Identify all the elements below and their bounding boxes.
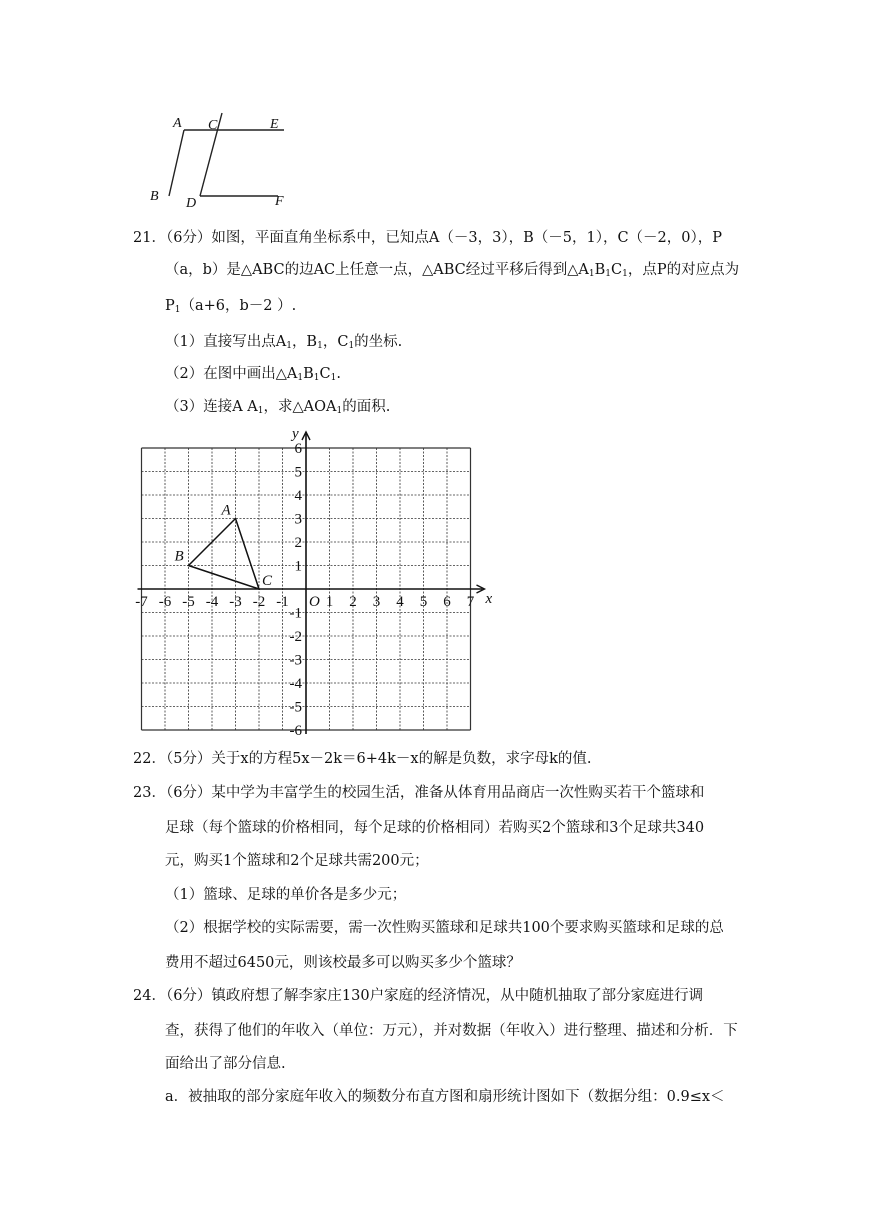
q23-line1: 23．（6分）某中学为丰富学生的校园生活，准备从体育用品商店一次性购买若干个篮球和	[133, 785, 705, 801]
x-tick-label: -6	[158, 594, 172, 610]
vertex-label-b: B	[174, 548, 184, 565]
y-tick-label: 5	[294, 464, 302, 481]
label-f: F	[275, 194, 284, 209]
label-c: C	[208, 118, 218, 133]
label-e: E	[270, 117, 279, 132]
x-tick-label: -2	[252, 594, 266, 610]
label-d: D	[186, 196, 197, 211]
x-tick-label: 1	[325, 594, 334, 610]
y-tick-label: 2	[294, 535, 302, 551]
q23-sub2b: 费用不超过6450元，则该校最多可以购买多少个篮球？	[165, 955, 521, 971]
x-tick-label: 4	[396, 594, 404, 610]
x-tick-label: -4	[205, 594, 219, 610]
x-tick-label: 2	[349, 594, 357, 610]
q23-sub1: （1）篮球、足球的单价各是多少元；	[165, 887, 407, 903]
x-tick-label: 7	[466, 594, 475, 610]
q24-line1: 24．（6分）镇政府想了解李家庄130户家庭的经济情况，从中随机抽取了部分家庭进行调	[133, 988, 704, 1004]
q21-sub1: （1）直接写出点$A_1$，$B_1$，$C_1$的坐标.	[165, 334, 403, 351]
x-tick-label: 5	[419, 594, 428, 610]
parallel-lines-figure	[140, 108, 300, 213]
q23-line3: 元，购买1个篮球和2个足球共需200元；	[165, 853, 429, 869]
x-tick-label: -5	[182, 594, 195, 610]
triangle-abc	[189, 519, 260, 590]
y-tick-label: 6	[294, 441, 302, 457]
x-tick-label: 3	[372, 594, 381, 610]
y-tick-label: -5	[289, 699, 302, 716]
y-tick-label: 4	[294, 488, 302, 504]
q21-line3: $P_1(a+6$，b－2 ）.	[165, 298, 297, 315]
vertex-label-a: A	[221, 502, 231, 519]
x-tick-label: 6	[443, 594, 451, 610]
y-tick-label: 3	[294, 511, 302, 528]
q22-line1: 22．（5分）关于x的方程5x－2k＝6+4k－x的解是负数，求字母k的值.	[133, 751, 592, 767]
x-tick-label: -3	[229, 594, 242, 610]
q21-sub3: （3）连接A $A_1$，求$\triangle AOA_1$的面积.	[165, 399, 391, 416]
y-tick-label: -1	[289, 605, 302, 622]
y-tick-label: -3	[289, 652, 302, 669]
q21-line1: 21．（6分）如图，平面直角坐标系中，已知点A（－3，3），B（－5，1），C（－2，0），P	[133, 230, 723, 246]
vertex-label-c: C	[262, 573, 273, 589]
x-tick-label: -1	[276, 594, 289, 610]
x-tick-label: -7	[135, 594, 148, 610]
label-a: A	[173, 116, 182, 131]
y-tick-label: -2	[289, 629, 302, 645]
q24-line4: a．被抽取的部分家庭年收入的频数分布直方图和扇形统计图如下（数据分组：0.9≤x＜	[165, 1089, 725, 1105]
q23-sub2a: （2）根据学校的实际需要，需一次性购买篮球和足球共100个要求购买篮球和足球的总	[165, 920, 724, 936]
y-axis-label: y	[292, 426, 299, 442]
q21-line2: （a，b）是△ABC的边AC上任意一点，△ABC经过平移后得到$\triangle A_1B_1C_1$，点P的对应点为	[165, 262, 740, 279]
q23-line2: 足球（每个篮球的价格相同，每个足球的价格相同）若购买2个篮球和3个足球共340	[165, 820, 705, 836]
label-b: B	[150, 189, 159, 204]
y-tick-label: -4	[289, 676, 302, 692]
coordinate-grid	[135, 425, 520, 739]
q24-line3: 面给出了部分信息.	[165, 1056, 286, 1072]
x-axis-label: x	[485, 591, 493, 607]
origin-label: O	[309, 594, 320, 610]
q21-sub2: （2）在图中画出$\triangle A_1B_1C_1$.	[165, 366, 341, 383]
y-tick-label: 1	[294, 558, 302, 575]
q24-line2: 查，获得了他们的年收入（单位：万元），并对数据（年收入）进行整理、描述和分析．下	[165, 1023, 738, 1039]
y-tick-label: -6	[289, 723, 302, 739]
